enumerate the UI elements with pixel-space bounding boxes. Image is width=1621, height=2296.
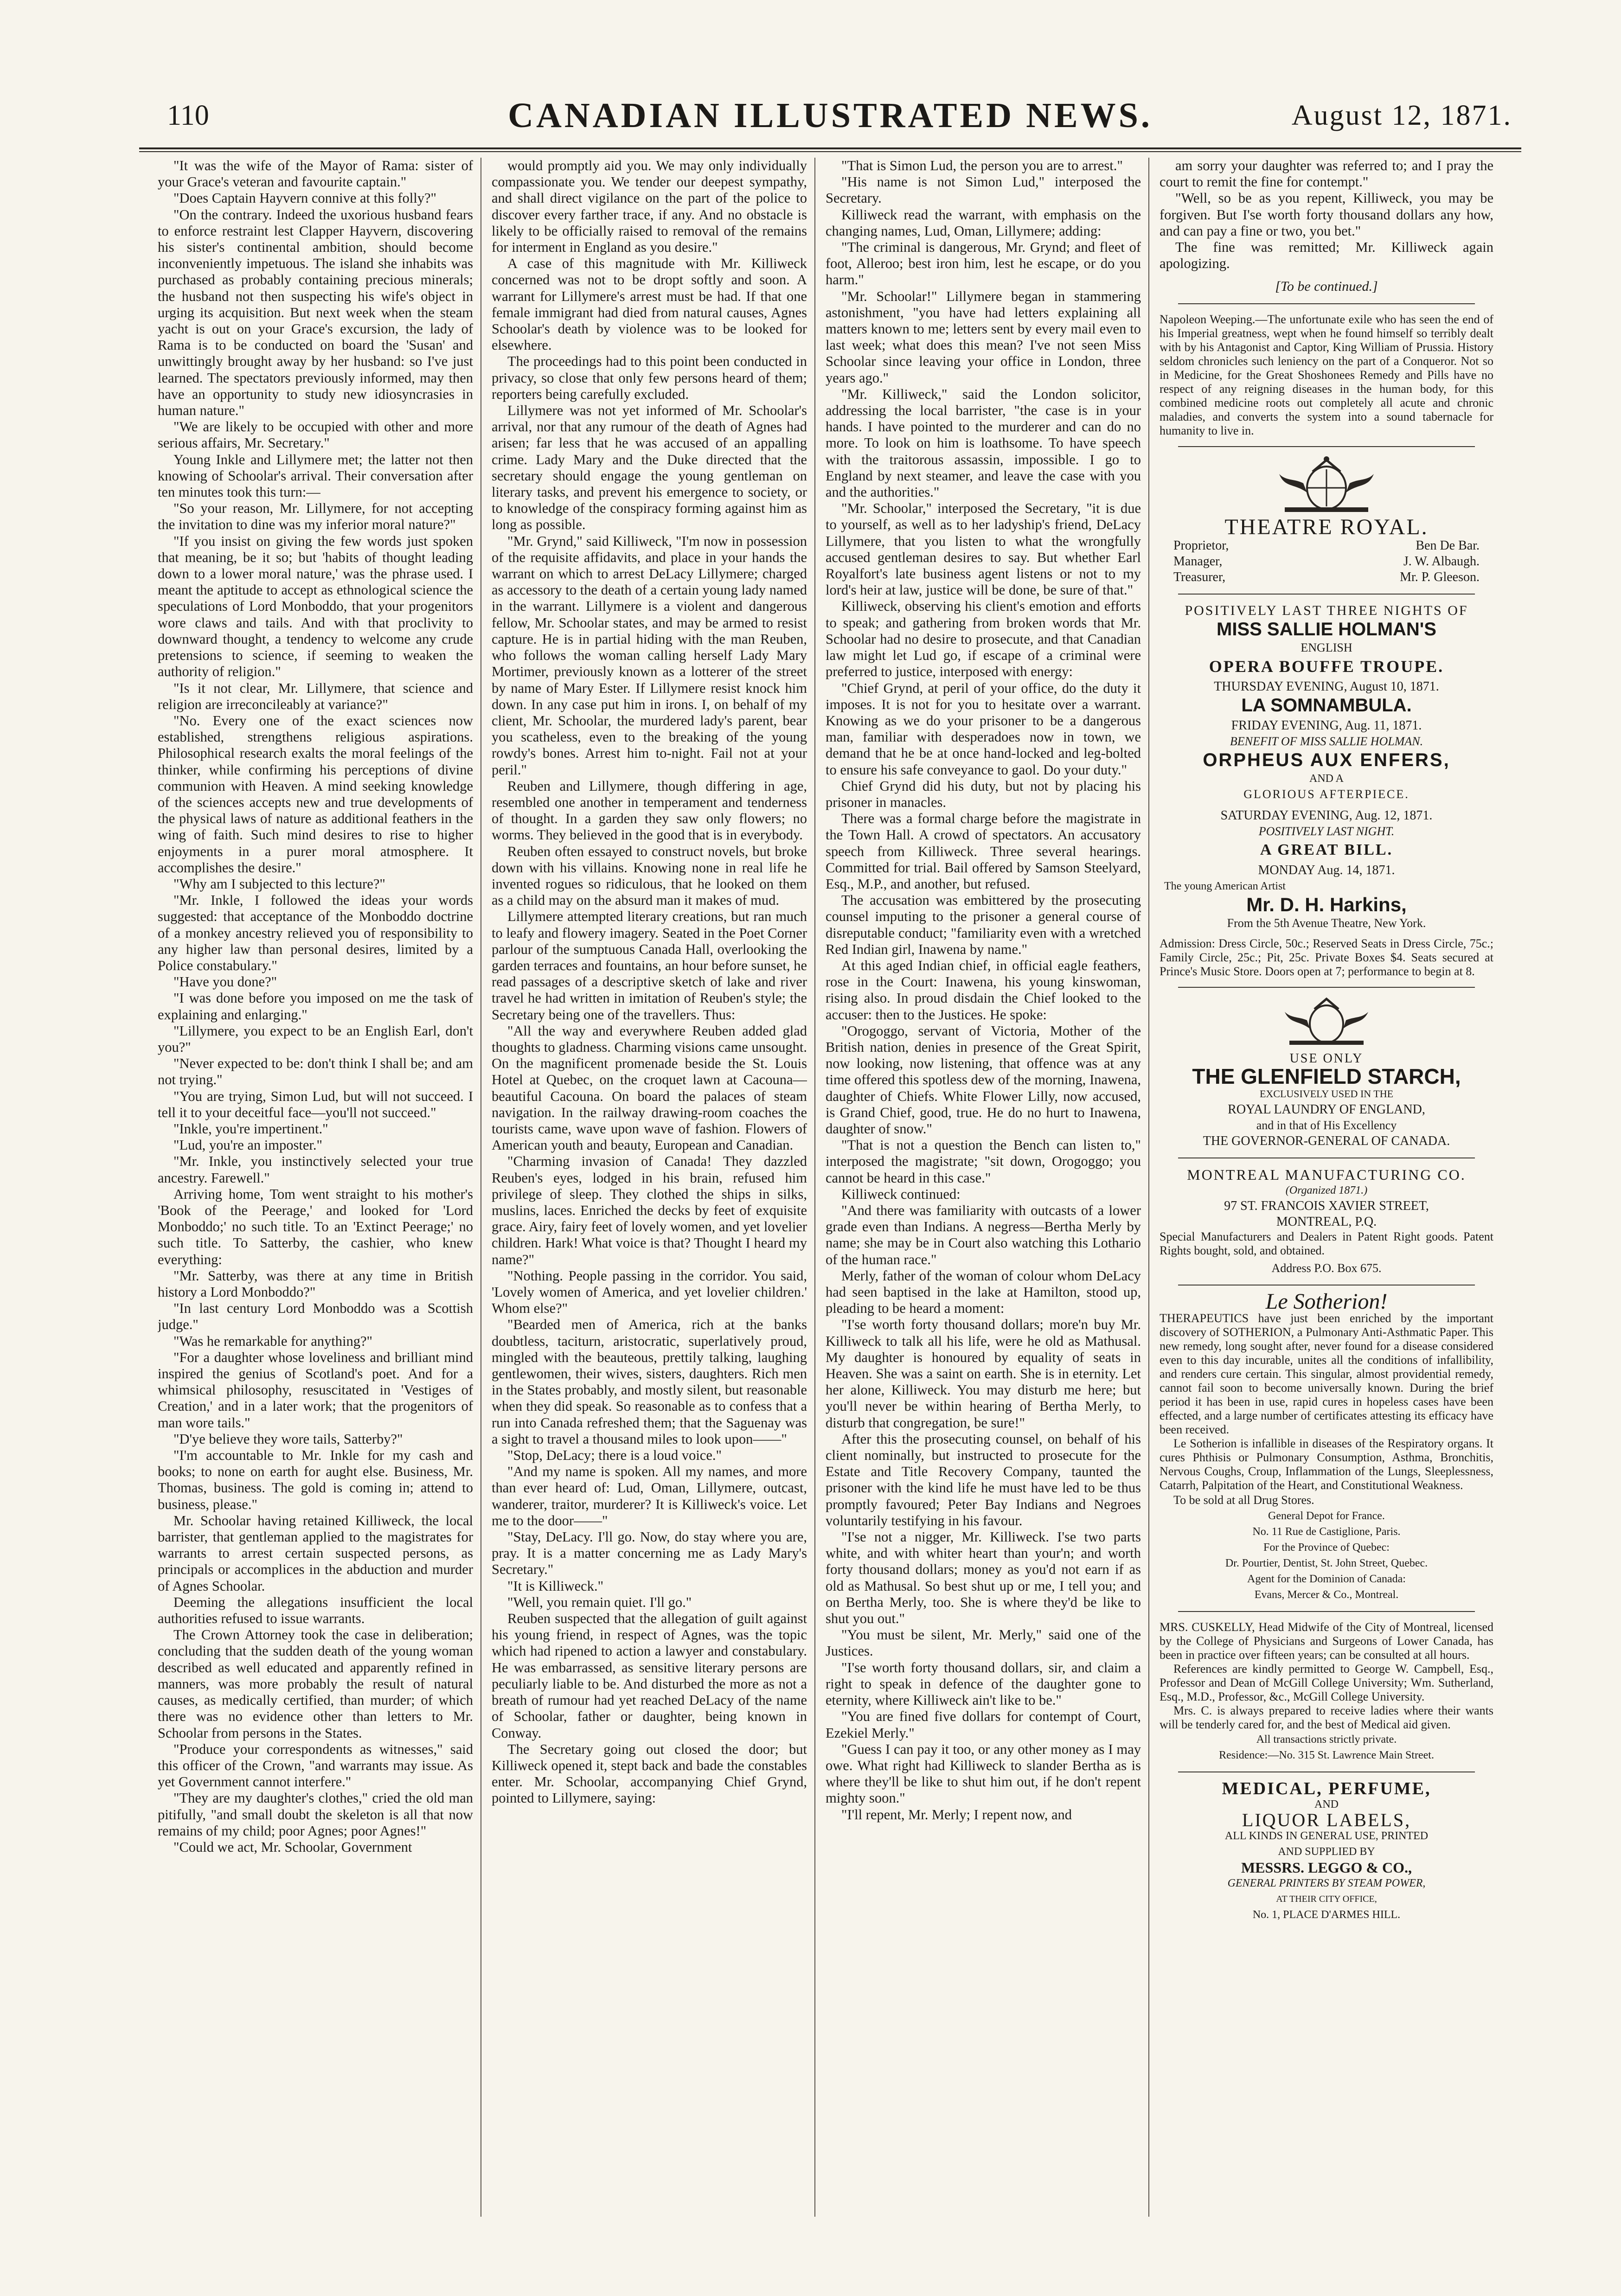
story-paragraph: "Have you done?" bbox=[173, 974, 277, 990]
friday-date: FRIDAY EVENING, Aug. 11, 1871. bbox=[1231, 718, 1422, 733]
story-paragraph: "Orogoggo, servant of Victoria, Mother of the British nation, denies in presence of the Great Spirit, now looking, now listening, that offence was at any time offered this spotless dew of the morning, Inawena, daughter of Chiefs. White Flower Lilly, now accused, is Grand Chief, good, true. He do no hurt to Inawena, daughter of snow." bbox=[826, 1023, 1141, 1137]
napoleon-ad bbox=[1160, 313, 1493, 438]
staff-name: Ben De Bar. bbox=[1416, 538, 1480, 553]
last-night: POSITIVELY LAST NIGHT. bbox=[1258, 824, 1395, 838]
story-paragraph: "Never expected to be: don't think I shall be; and am not trying." bbox=[158, 1055, 473, 1088]
story-paragraph: "And there was familiarity with outcasts of a lower grade even than Indians. A negress—Bertha Merly by name; she may be in Court also watching this Lothario of the human race." bbox=[826, 1202, 1141, 1267]
story-paragraph: "Well, so be as you repent, Killiweck, you may be forgiven. But I'se worth forty thousand dollars any how, and can pay a fine or two, you bet." bbox=[1160, 190, 1493, 239]
column-rule bbox=[1148, 158, 1149, 2217]
staff-role: Treasurer, bbox=[1173, 569, 1226, 584]
province-label: For the Province of Quebec: bbox=[1263, 1541, 1390, 1554]
afterpiece: GLORIOUS AFTERPIECE. bbox=[1243, 787, 1410, 801]
story-paragraph: Young Inkle and Lillymere met; the latter not then knowing of Schoolar's arrival. Their conversation after ten minutes took this turn:— bbox=[158, 451, 473, 500]
story-paragraph: "I'se worth forty thousand dollars, sir, and claim a right to speak in defence of the daughter gone to eternity, where Killiweck ain't like to be." bbox=[826, 1659, 1141, 1708]
story-paragraph: After this the prosecuting counsel, on behalf of his client nominally, but instructed to prosecute for the Estate and Title Recovery Company, taunted the prisoner with the kind life he must have led to be thus promptly favoured; Peter Bay Indians and Negroes voluntarily testifying in his favour. bbox=[826, 1431, 1141, 1529]
header-rule bbox=[139, 147, 1521, 149]
story-paragraph: Lillymere attempted literary creations, but ran much to leafy and flowery imagery. Seated in the Poet Corner parlour of the sumptuous Canada Hall, overlooking the garden terraces and fountains, an hour before sunset, he read passages of a descriptive sketch of lake and river travel he had written in imitation of Reuben's style; the Secretary being one of the travellers. Thus: bbox=[492, 908, 807, 1023]
story-paragraph: "Does Captain Hayvern connive at this folly?" bbox=[173, 190, 436, 206]
story-paragraph: "Mr. Satterby, was there at any time in British history a Lord Monboddo?" bbox=[158, 1267, 473, 1300]
story-paragraph: The fine was remitted; Mr. Killiweck again apologizing. bbox=[1160, 239, 1493, 272]
napoleon-text: Napoleon Weeping.—The unfortunate exile who has seen the end of his Imperial greatness, wept when he found himself so terribly dealt with by his Antagonist and Captor, King William of Prussia. History seldom chronicles such leniency on the part of a Conqueror. Not so in Medicine, for the Great Shoshonees Remedy and Pills have no respect of any reigning diseases in the human body, for this combined medicine roots out completely all acute and chronic maladies, and converts the system into a sound tabernacle for humanity to live in. bbox=[1160, 312, 1493, 437]
story-paragraph: "I'm accountable to Mr. Inkle for my cash and books; to none on earth for aught else. Business, Mr. Thomas, business. The gold is coming in; attend to business, please." bbox=[158, 1447, 473, 1512]
midwife-private: All transactions strictly private. bbox=[1256, 1733, 1397, 1746]
story-paragraph: "That is not a question the Bench can listen to," interposed the magistrate; "sit down, Orogoggo; you cannot be heard in this case." bbox=[826, 1137, 1141, 1186]
story-paragraph: "The criminal is dangerous, Mr. Grynd; and fleet of foot, Alleroo; best iron him, lest he escape, or do you harm." bbox=[826, 239, 1141, 288]
friday-show: ORPHEUS AUX ENFERS, bbox=[1203, 749, 1450, 770]
labels-ad bbox=[1160, 1778, 1493, 1923]
exclusively-used: EXCLUSIVELY USED IN THE bbox=[1259, 1087, 1394, 1100]
labels-place: No. 1, PLACE D'ARMES HILL. bbox=[1252, 1908, 1401, 1921]
story-paragraph: The proceedings had to this point been conducted in privacy, so close that only few persons heard of them; reporters being carefully excluded. bbox=[492, 353, 807, 402]
divider bbox=[1178, 1285, 1475, 1286]
star-name: MISS SALLIE HOLMAN'S bbox=[1217, 619, 1436, 640]
theatre-staff-row bbox=[1173, 554, 1480, 569]
story-paragraph: Arriving home, Tom went straight to his mother's 'Book of the Peerage,' and looked for 'Lord Monboddo;' no such title. To an 'Extinct Peerage;' no such title. To Satterby, the cashier, who knew everything: bbox=[158, 1186, 473, 1267]
header-rule-thin bbox=[139, 151, 1521, 152]
story-paragraph: Lillymere was not yet informed of Mr. Schoolar's arrival, nor that any rumour of the death of Agnes had arisen; far less that he was accused of an appalling crime. Lady Mary and the Duke directed that the secretary should engage the young gentleman on literary tasks, and prevent his emergence to society, or to knowledge of the conspiracy forming against him as long as possible. bbox=[492, 403, 807, 533]
story-paragraph: The Crown Attorney took the case in deliberation; concluding that the sudden death of the young woman described as well educated and apparently refined in manners, was more probably the result of natural causes, as medically certified, than murder; of which there was no evidence other than letters to Mr. Schoolar from persons in the States. bbox=[158, 1627, 473, 1741]
story-paragraph: "Well, you remain quiet. I'll go." bbox=[507, 1594, 692, 1610]
story-paragraph: Reuben and Lillymere, though differing in age, resembled one another in temperament and tenderness of thought. In a garden they saw only flowers; no worms. They believed in the good that is in everybody. bbox=[492, 778, 807, 843]
staff-role: Proprietor, bbox=[1173, 538, 1229, 553]
story-paragraph: "And my name is spoken. All my names, and more than ever heard of: Lud, Oman, Lillymere, outcast, wanderer, traitor, murderer? It is Killiweck's voice. Let me to the door——" bbox=[492, 1464, 807, 1529]
issue-date: August 12, 1871. bbox=[1291, 100, 1512, 131]
royal-laundry: ROYAL LAUNDRY OF ENGLAND, bbox=[1228, 1102, 1425, 1117]
story-paragraph: "Mr. Inkle, I followed the ideas your words suggested: that acceptance of the Monboddo doctrine of a monkey ancestry relieved you of responsibility to any higher law than personal desires, limited by a Police constabulary." bbox=[158, 892, 473, 973]
company-name: MONTREAL MANUFACTURING CO. bbox=[1187, 1166, 1466, 1183]
organized: (Organized 1871.) bbox=[1285, 1184, 1368, 1196]
story-paragraph: "Is it not clear, Mr. Lillymere, that science and religion are irreconcileably at variance?" bbox=[158, 680, 473, 712]
labels-office: AT THEIR CITY OFFICE, bbox=[1276, 1893, 1377, 1904]
story-paragraph: "Lud, you're an imposter." bbox=[173, 1137, 322, 1153]
sotherion-body: THERAPEUTICS have just been enriched by the important discovery of SOTHERION, a Pulmonary Anti-Asthmatic Paper. This new remedy, long sought after, never found for a disease considered even to this day incurable, unites all the conditions of infallibility, and renders cure certain. This singular, almost providential remedy, cannot fail soon to become universally known. During the brief period it has been in use, rapid cures in hopeless cases have been effected, and a large number of certificates attesting its efficacy have been received. bbox=[1160, 1311, 1493, 1436]
story-paragraph: "Was he remarkable for anything?" bbox=[173, 1333, 372, 1349]
sotherion-cures: Le Sotherion is infallible in diseases of the Respiratory organs. It cures Phthisis or Pulmonary Consumption, Asthma, Bronchitis, Nervous Coughs, Croup, Inflammation of the Lungs, Sleeplessness, Catarrh, Palpitation of the Heart, and Constitutional Weakness. bbox=[1160, 1436, 1493, 1492]
story-paragraph: "Bearded men of America, rich at the banks doubtless, taciturn, aristocratic, superlatively proud, mingled with the beauteous, prettily talking, laughing gentlewomen, their wives, sisters, daughters. Rich men in the States probably, and mostly silent, but reasonable when they did speak. So reasonable as to confess that a run into Canada refreshed them; that the Saguenay was a sight to travel a thousand miles to look upon——" bbox=[492, 1317, 807, 1447]
story-continuation bbox=[1160, 158, 1493, 272]
midwife-care: Mrs. C. is always prepared to receive ladies where their wants will be tenderly cared for, and the best of Medical aid given. bbox=[1160, 1703, 1493, 1731]
company-city: MONTREAL, P.Q. bbox=[1276, 1214, 1377, 1229]
benefit-line: BENEFIT OF MISS SALLIE HOLMAN. bbox=[1230, 734, 1423, 748]
theatre-staff-row bbox=[1173, 569, 1480, 585]
story-paragraph: Reuben suspected that the allegation of guilt against his young friend, in respect of Agnes, was the topic which had ripened to action a lawyer and constabulary. He was embarrassed, as sensitive literary persons are peculiarly liable to be. And disturbed the more as not a breath of rumour had yet reached DeLacy of the name of Schoolar, father or daughter, being known in Conway. bbox=[492, 1611, 807, 1741]
story-paragraph: "Nothing. People passing in the corridor. You said, 'Lovely women of America, and yet lovelier children.' Whom else?" bbox=[492, 1267, 807, 1317]
story-paragraph: Deeming the allegations insufficient the local authorities refused to issue warrants. bbox=[158, 1594, 473, 1627]
troupe-name: OPERA BOUFFE TROUPE. bbox=[1209, 657, 1444, 676]
to-be-continued: [To be continued.] bbox=[1275, 279, 1378, 294]
story-paragraph: "I'se not a nigger, Mr. Killiweck. I'se two parts white, and with whiter heart than your'n; and worth forty thousand dollars; money as you'd not earn if as old as Mathusal. So best shut up or me, I tell you; and on Bertha Merly, too. She is where they'd be like to shut you out." bbox=[826, 1529, 1141, 1627]
story-paragraph: The accusation was embittered by the prosecuting counsel imputing to the prisoner a general course of disreputable conduct; "familiarity even with a wretched Red Indian girl, Inawena by name." bbox=[826, 892, 1141, 957]
montreal-agent: Evans, Mercer & Co., Montreal. bbox=[1254, 1588, 1399, 1601]
story-paragraph: At this aged Indian chief, in official eagle feathers, rose in the Court: Inawena, his young kinswoman, rising also. In proud disdain the Chief looked to the accuser: then to the Justices. He spoke: bbox=[826, 957, 1141, 1023]
story-paragraph: The Secretary going out closed the door; but Killiweck opened it, stept back and bade the constables enter. Mr. Schoolar, accompanying Chief Grynd, pointed to Lillymere, saying: bbox=[492, 1741, 807, 1806]
story-column-1 bbox=[158, 158, 473, 2212]
saturday-date: SATURDAY EVENING, Aug. 12, 1871. bbox=[1220, 808, 1433, 823]
po-box: Address P.O. Box 675. bbox=[1271, 1261, 1382, 1275]
english-label: ENGLISH bbox=[1301, 640, 1352, 654]
story-paragraph: Reuben often essayed to construct novels, but broke down with his villains. Knowing none in real life he invented rogues so ridiculous, that he looked on them as a child may on the absurd man it makes of mud. bbox=[492, 843, 807, 908]
story-paragraph: "We are likely to be occupied with other and more serious affairs, Mr. Secretary." bbox=[158, 419, 473, 451]
staff-role: Manager, bbox=[1173, 554, 1223, 569]
depot-address: No. 11 Rue de Castiglione, Paris. bbox=[1252, 1525, 1401, 1538]
story-paragraph: "Inkle, you're impertinent." bbox=[173, 1120, 328, 1137]
story-paragraph: "Produce your correspondents as witnesses," said this officer of the Crown, "and warrants may issue. As yet Government cannot interfere." bbox=[158, 1741, 473, 1790]
labels-supplied: AND SUPPLIED BY bbox=[1278, 1845, 1375, 1858]
great-bill: A GREAT BILL. bbox=[1260, 841, 1393, 858]
story-paragraph: Chief Grynd did his duty, but not by placing his prisoner in manacles. bbox=[826, 778, 1141, 810]
company-address: 97 ST. FRANCOIS XAVIER STREET, bbox=[1224, 1198, 1429, 1213]
liquor-labels: LIQUOR LABELS, bbox=[1242, 1809, 1411, 1830]
story-paragraph: "If you insist on giving the few words just spoken that meaning, be it so; but 'habits of thought leading down to a lower moral nature,' was the phrase used. I meant the aptitude to accept as ethnological science the speculations of Lord Monboddo, that your progenitors wore claws and tails. And with that proclivity to downward thought, a tendency to welcome any crude pretensions to science, if seeming to weaken the authority of religion." bbox=[158, 533, 473, 680]
divider bbox=[1178, 303, 1475, 304]
story-paragraph: "You are trying, Simon Lud, but will not succeed. I tell it to your deceitful face—you'll not succeed." bbox=[158, 1088, 473, 1120]
story-paragraph: "I was done before you imposed on me the task of explaining and enlarging." bbox=[158, 990, 473, 1023]
quebec-agent: Dr. Pourtier, Dentist, St. John Street, Quebec. bbox=[1225, 1557, 1428, 1569]
story-paragraph: "You must be silent, Mr. Merly," said one of the Justices. bbox=[826, 1627, 1141, 1659]
story-paragraph: am sorry your daughter was referred to; and I pray the court to remit the fine for contempt." bbox=[1160, 158, 1493, 190]
labels-firm: MESSRS. LEGGO & CO., bbox=[1241, 1859, 1412, 1876]
artist-name: Mr. D. H. Harkins, bbox=[1246, 893, 1407, 915]
labels-title: MEDICAL, PERFUME, bbox=[1222, 1778, 1431, 1798]
story-paragraph: "Charming invasion of Canada! They dazzled Reuben's eyes, lodged in his brain, refused him privilege of sleep. They clothed the ships in silks, muslins, laces. Enriched the decks by feet of exquisite grace. Airy, fairy feet of lovely women, and yet lovelier children. Hark! What voice is that? Thought I heard my name?" bbox=[492, 1153, 807, 1267]
story-paragraph: "Mr. Schoolar!" Lillymere began in stammering astonishment, "you have had letters explaining all matters known to me; letters sent by every mail even to last week; what does this mean? I've not seen Miss Schoolar since leaving your office in London, three years ago." bbox=[826, 288, 1141, 386]
sold-at: To be sold at all Drug Stores. bbox=[1173, 1493, 1314, 1507]
story-paragraph: "D'ye believe they wore tails, Satterby?" bbox=[173, 1431, 403, 1447]
story-paragraph: "Mr. Schoolar," interposed the Secretary, "it is due to yourself, as well as to her ladyship's friend, DeLacy Lillymere, that you listen to what the wrongfully accused gentleman desires to say. But whether Earl Royalfort's late business agent listens or not to my lord's heir at law, justice will be done, be sure of that." bbox=[826, 500, 1141, 598]
story-column-4 bbox=[1160, 158, 1493, 2212]
and-a: AND A bbox=[1309, 772, 1344, 785]
sotherion-ad bbox=[1160, 1289, 1493, 1603]
thursday-date: THURSDAY EVENING, August 10, 1871. bbox=[1214, 679, 1439, 694]
story-paragraph: "I'se worth forty thousand dollars; more'n buy Mr. Killiweck to talk all his life, were he old as Mathusal. My daughter is honoured by equality of seats in Heaven. She was a saint on earth. She is in eternity. Let her alone, Killiweck. You may disturb me here; but you'll never be within hearing of Bertha Merly, to disturb that congregation, be sure!" bbox=[826, 1317, 1141, 1431]
story-paragraph: "It was the wife of the Mayor of Rama: sister of your Grace's veteran and favourite captain." bbox=[158, 158, 473, 190]
story-paragraph: "That is Simon Lud, the person you are to arrest." bbox=[841, 158, 1123, 173]
story-paragraph: "Chief Grynd, at peril of your office, do the duty it imposes. It is not for you to hesitate over a warrant. Knowing as we do your prisoner to be a dangerous man, familiar with desperadoes now in town, we demand that he be at once hand-locked and leg-bolted to ensure his safe conveyance to gaol. Do your duty." bbox=[826, 680, 1141, 778]
excellency: and in that of His Excellency bbox=[1256, 1118, 1397, 1132]
theatre-staff-row bbox=[1173, 538, 1480, 554]
divider bbox=[1178, 594, 1475, 595]
labels-and: AND bbox=[1314, 1798, 1339, 1810]
story-paragraph: Mr. Schoolar having retained Killiweck, the local barrister, that gentleman applied to the magistrates for warrants to arrest certain suspected persons, as principals or accomplices in the abduction and murder of Agnes Schoolar. bbox=[158, 1512, 473, 1594]
depot-label: General Depot for France. bbox=[1268, 1509, 1385, 1522]
story-paragraph: A case of this magnitude with Mr. Killiweck concerned was not to be dropt softly and soon. A warrant for Lillymere's arrest must be had. If that one female immigrant had died from natural causes, Agnes Schoolar's death by violence was to be looked for elsewhere. bbox=[492, 256, 807, 353]
story-paragraph: Killiweck read the warrant, with emphasis on the changing names, Lud, Oman, Lillymere; adding: bbox=[826, 206, 1141, 239]
story-paragraph: "They are my daughter's clothes," cried the old man pitifully, "and small doubt the skeleton is all that now remains of my child; poor Agnes; poor Agnes!" bbox=[158, 1790, 473, 1839]
last-three-nights: POSITIVELY LAST THREE NIGHTS OF bbox=[1185, 602, 1468, 618]
artist-from: From the 5th Avenue Theatre, New York. bbox=[1227, 916, 1426, 930]
midwife-body: MRS. CUSKELLY, Head Midwife of the City of Montreal, licensed by the College of Physicians and Surgeons of Lower Canada, has been in practice over fifteen years; can be consulted at all hours. bbox=[1160, 1620, 1493, 1662]
labels-printers: GENERAL PRINTERS BY STEAM POWER, bbox=[1227, 1877, 1426, 1889]
story-paragraph: Merly, father of the woman of colour whom DeLacy had seen baptised in the lake at Hamilton, stood up, pleading to be heard a moment: bbox=[826, 1267, 1141, 1317]
royal-arms-icon bbox=[1257, 996, 1396, 1047]
theatre-title: THEATRE ROYAL. bbox=[1224, 514, 1429, 539]
story-paragraph: "Mr. Killiweck," said the London solicitor, addressing the local barrister, "the case is in your hands. I have pointed to the murderer and can do no more. To look on him is loathsome. To have speech with the traitorous assassin, impossible. I go to England by next steamer, and leave the case with you and the authorities." bbox=[826, 386, 1141, 500]
story-column-2 bbox=[492, 158, 807, 2212]
story-paragraph: "Mr. Inkle, you instinctively selected your true ancestry. Farewell." bbox=[158, 1153, 473, 1186]
story-paragraph: "For a daughter whose loveliness and brilliant mind inspired the genius of Scotland's poet. And for a whimsical philosophy, resuscitated in 'Vestiges of Creation,' and in a later work; that the progenitors of man wore tails." bbox=[158, 1349, 473, 1431]
story-paragraph: Killiweck continued: bbox=[841, 1186, 961, 1202]
story-paragraph: "Stop, DeLacy; there is a loud voice." bbox=[507, 1447, 722, 1464]
story-paragraph: "No. Every one of the exact sciences now established, strengthens religious aspirations. Philosophical research exalts the moral feelings of the thinker, while confirming his perceptions of divine communion with Heaven. A mind seeking knowledge of the sciences accepts new and true developments of the physical laws of nature as additional feathers in the wing of faith. Such mind desires to rise to higher enjoyments in a purer moral atmosphere. It accomplishes the desire." bbox=[158, 712, 473, 876]
midwife-ad bbox=[1160, 1620, 1493, 1763]
admission-prices: Admission: Dress Circle, 50c.; Reserved Seats in Dress Circle, 75c.; Family Circle, 25c.; Pit, 25c. Private Boxes $4. Seats secured at Prince's Music Store. Doors open at 7; performance to begin at 8. bbox=[1160, 936, 1493, 978]
theatre-royal-ad bbox=[1160, 455, 1493, 979]
story-paragraph: "All the way and everywhere Reuben added glad thoughts to gladness. Charming visions came unsought. On the magnificent promenade beside the St. Louis Hotel at Quebec, on the croquet lawn at Cacouna—beautiful Cacouna. On board the palaces of steam navigation. In the railway drawing-room coaches the tourists came, wave upon wave of fashion. Flowers of American youth and beauty, European and Canadian. bbox=[492, 1023, 807, 1153]
story-paragraph: "His name is not Simon Lud," interposed the Secretary. bbox=[826, 174, 1141, 206]
page-number: 110 bbox=[167, 100, 209, 131]
starch-title: THE GLENFIELD STARCH, bbox=[1192, 1064, 1461, 1088]
story-paragraph: "Lillymere, you expect to be an English Earl, don't you?" bbox=[158, 1023, 473, 1055]
thursday-show: LA SOMNAMBULA. bbox=[1241, 695, 1412, 716]
sotherion-title: Le Sotherion! bbox=[1265, 1289, 1388, 1314]
story-paragraph: "Could we act, Mr. Schoolar, Government bbox=[173, 1839, 412, 1855]
montreal-manufacturing-ad bbox=[1160, 1167, 1493, 1276]
story-paragraph: "So your reason, Mr. Lillymere, for not accepting the invitation to dine was my inferior moral nature?" bbox=[158, 500, 473, 533]
story-paragraph: would promptly aid you. We may only individually compassionate you. We tender our deepest sympathy, and shall direct vigilance on the part of the police to discover every farther trace, if any. And no obstacle is likely to be officially raised to removal of the remains for interment in England as you desire." bbox=[492, 158, 807, 256]
story-paragraph: "Mr. Grynd," said Killiweck, "I'm now in possession of the requisite affidavits, and place in your hands the warrant on which to arrest DeLacy Lillymere; charged as accessory to the death of a certain young lady named in the warrant. Lillymere is a violent and dangerous fellow, Mr. Schoolar states, and may be armed to resist capture. He is in partial hiding with the man Reuben, who follows the woman calling herself Lady Mary Mortimer, previously known as a lotterer of the street by name of Mary Ester. If Lillymere resist knock him down. In any case put him in irons. I, on behalf of my client, Mr. Schoolar, the murdered lady's parent, bear you scatheless, even to the breaking of the young rowdy's bones. Arrest him to-night. Fail not at your peril." bbox=[492, 533, 807, 778]
young-artist: The young American Artist bbox=[1164, 880, 1286, 892]
story-paragraph: "Guess I can pay it too, or any other money as I may owe. What right had Killiweck to slander Bertha as is where they'll be like to shut him out, if he don't repent mighty soon." bbox=[826, 1741, 1141, 1806]
divider bbox=[1178, 446, 1475, 447]
newspaper-title: CANADIAN ILLUSTRATED NEWS. bbox=[508, 96, 1153, 135]
midwife-residence: Residence:—No. 315 St. Lawrence Main Street. bbox=[1219, 1749, 1434, 1761]
story-paragraph: "Stay, DeLacy. I'll go. Now, do stay where you are, pray. It is a matter concerning me as Lady Mary's Secretary." bbox=[492, 1529, 807, 1578]
labels-kinds: ALL KINDS IN GENERAL USE, PRINTED bbox=[1224, 1829, 1429, 1842]
story-paragraph: "On the contrary. Indeed the uxorious husband fears to enforce restraint lest Clapper Hayvern, discovering his sister's continental ambition, should become inconveniently impetuous. The island she inhabits was purchased as probably containing precious minerals; the husband not then suspecting his wife's object in urging its acquisition. But next week when the steam yacht is out on your Grace's excursion, the lady of Rama is to be conducted on board the 'Susan' and unwittingly brought away by her husband: so I've just learned. The spectators previously informed, may then have an opportunity to study new idiosyncrasies in human nature." bbox=[158, 206, 473, 419]
dominion-label: Agent for the Dominion of Canada: bbox=[1247, 1573, 1406, 1585]
divider bbox=[1178, 987, 1475, 988]
story-paragraph: "It is Killiweck." bbox=[507, 1578, 604, 1594]
masthead bbox=[139, 93, 1521, 144]
staff-name: Mr. P. Gleeson. bbox=[1400, 569, 1480, 584]
story-paragraph: "Why am I subjected to this lecture?" bbox=[173, 876, 385, 892]
story-paragraph: "You are fined five dollars for contempt of Court, Ezekiel Merly." bbox=[826, 1708, 1141, 1741]
company-description: Special Manufacturers and Dealers in Patent Right goods. Patent Rights bought, sold, and obtained. bbox=[1160, 1229, 1493, 1257]
column-rule bbox=[814, 158, 815, 2217]
royal-arms-icon bbox=[1257, 455, 1396, 516]
glenfield-starch-ad bbox=[1160, 996, 1493, 1149]
story-paragraph: Killiweck, observing his client's emotion and efforts to speak; and gathering from broken words that Mr. Schoolar had no desire to prosecute, and that Canadian law might let Lud go, if escape of a criminal were preferred to justice, interposed with energy: bbox=[826, 598, 1141, 680]
use-only: USE ONLY bbox=[1289, 1051, 1364, 1066]
staff-name: J. W. Albaugh. bbox=[1403, 554, 1480, 569]
story-paragraph: "In last century Lord Monboddo was a Scottish judge." bbox=[158, 1300, 473, 1333]
midwife-references: References are kindly permitted to George W. Campbell, Esq., Professor and Dean of McGill College University; Wm. Sutherland, Esq., M.D., Professor, &c., McGill College University. bbox=[1160, 1662, 1493, 1703]
story-paragraph: "I'll repent, Mr. Merly; I repent now, and bbox=[841, 1806, 1072, 1823]
story-column-3 bbox=[826, 158, 1141, 2212]
story-paragraph: There was a formal charge before the magistrate in the Town Hall. A crowd of spectators. An accusatory speech from Killiweck. Three several hearings. Committed for trial. Bail offered by Samson Steelyard, Esq., M.P., and another, but refused. bbox=[826, 811, 1141, 892]
governor-general: THE GOVERNOR-GENERAL OF CANADA. bbox=[1203, 1133, 1450, 1148]
divider bbox=[1178, 1611, 1475, 1612]
monday-date: MONDAY Aug. 14, 1871. bbox=[1258, 863, 1395, 877]
